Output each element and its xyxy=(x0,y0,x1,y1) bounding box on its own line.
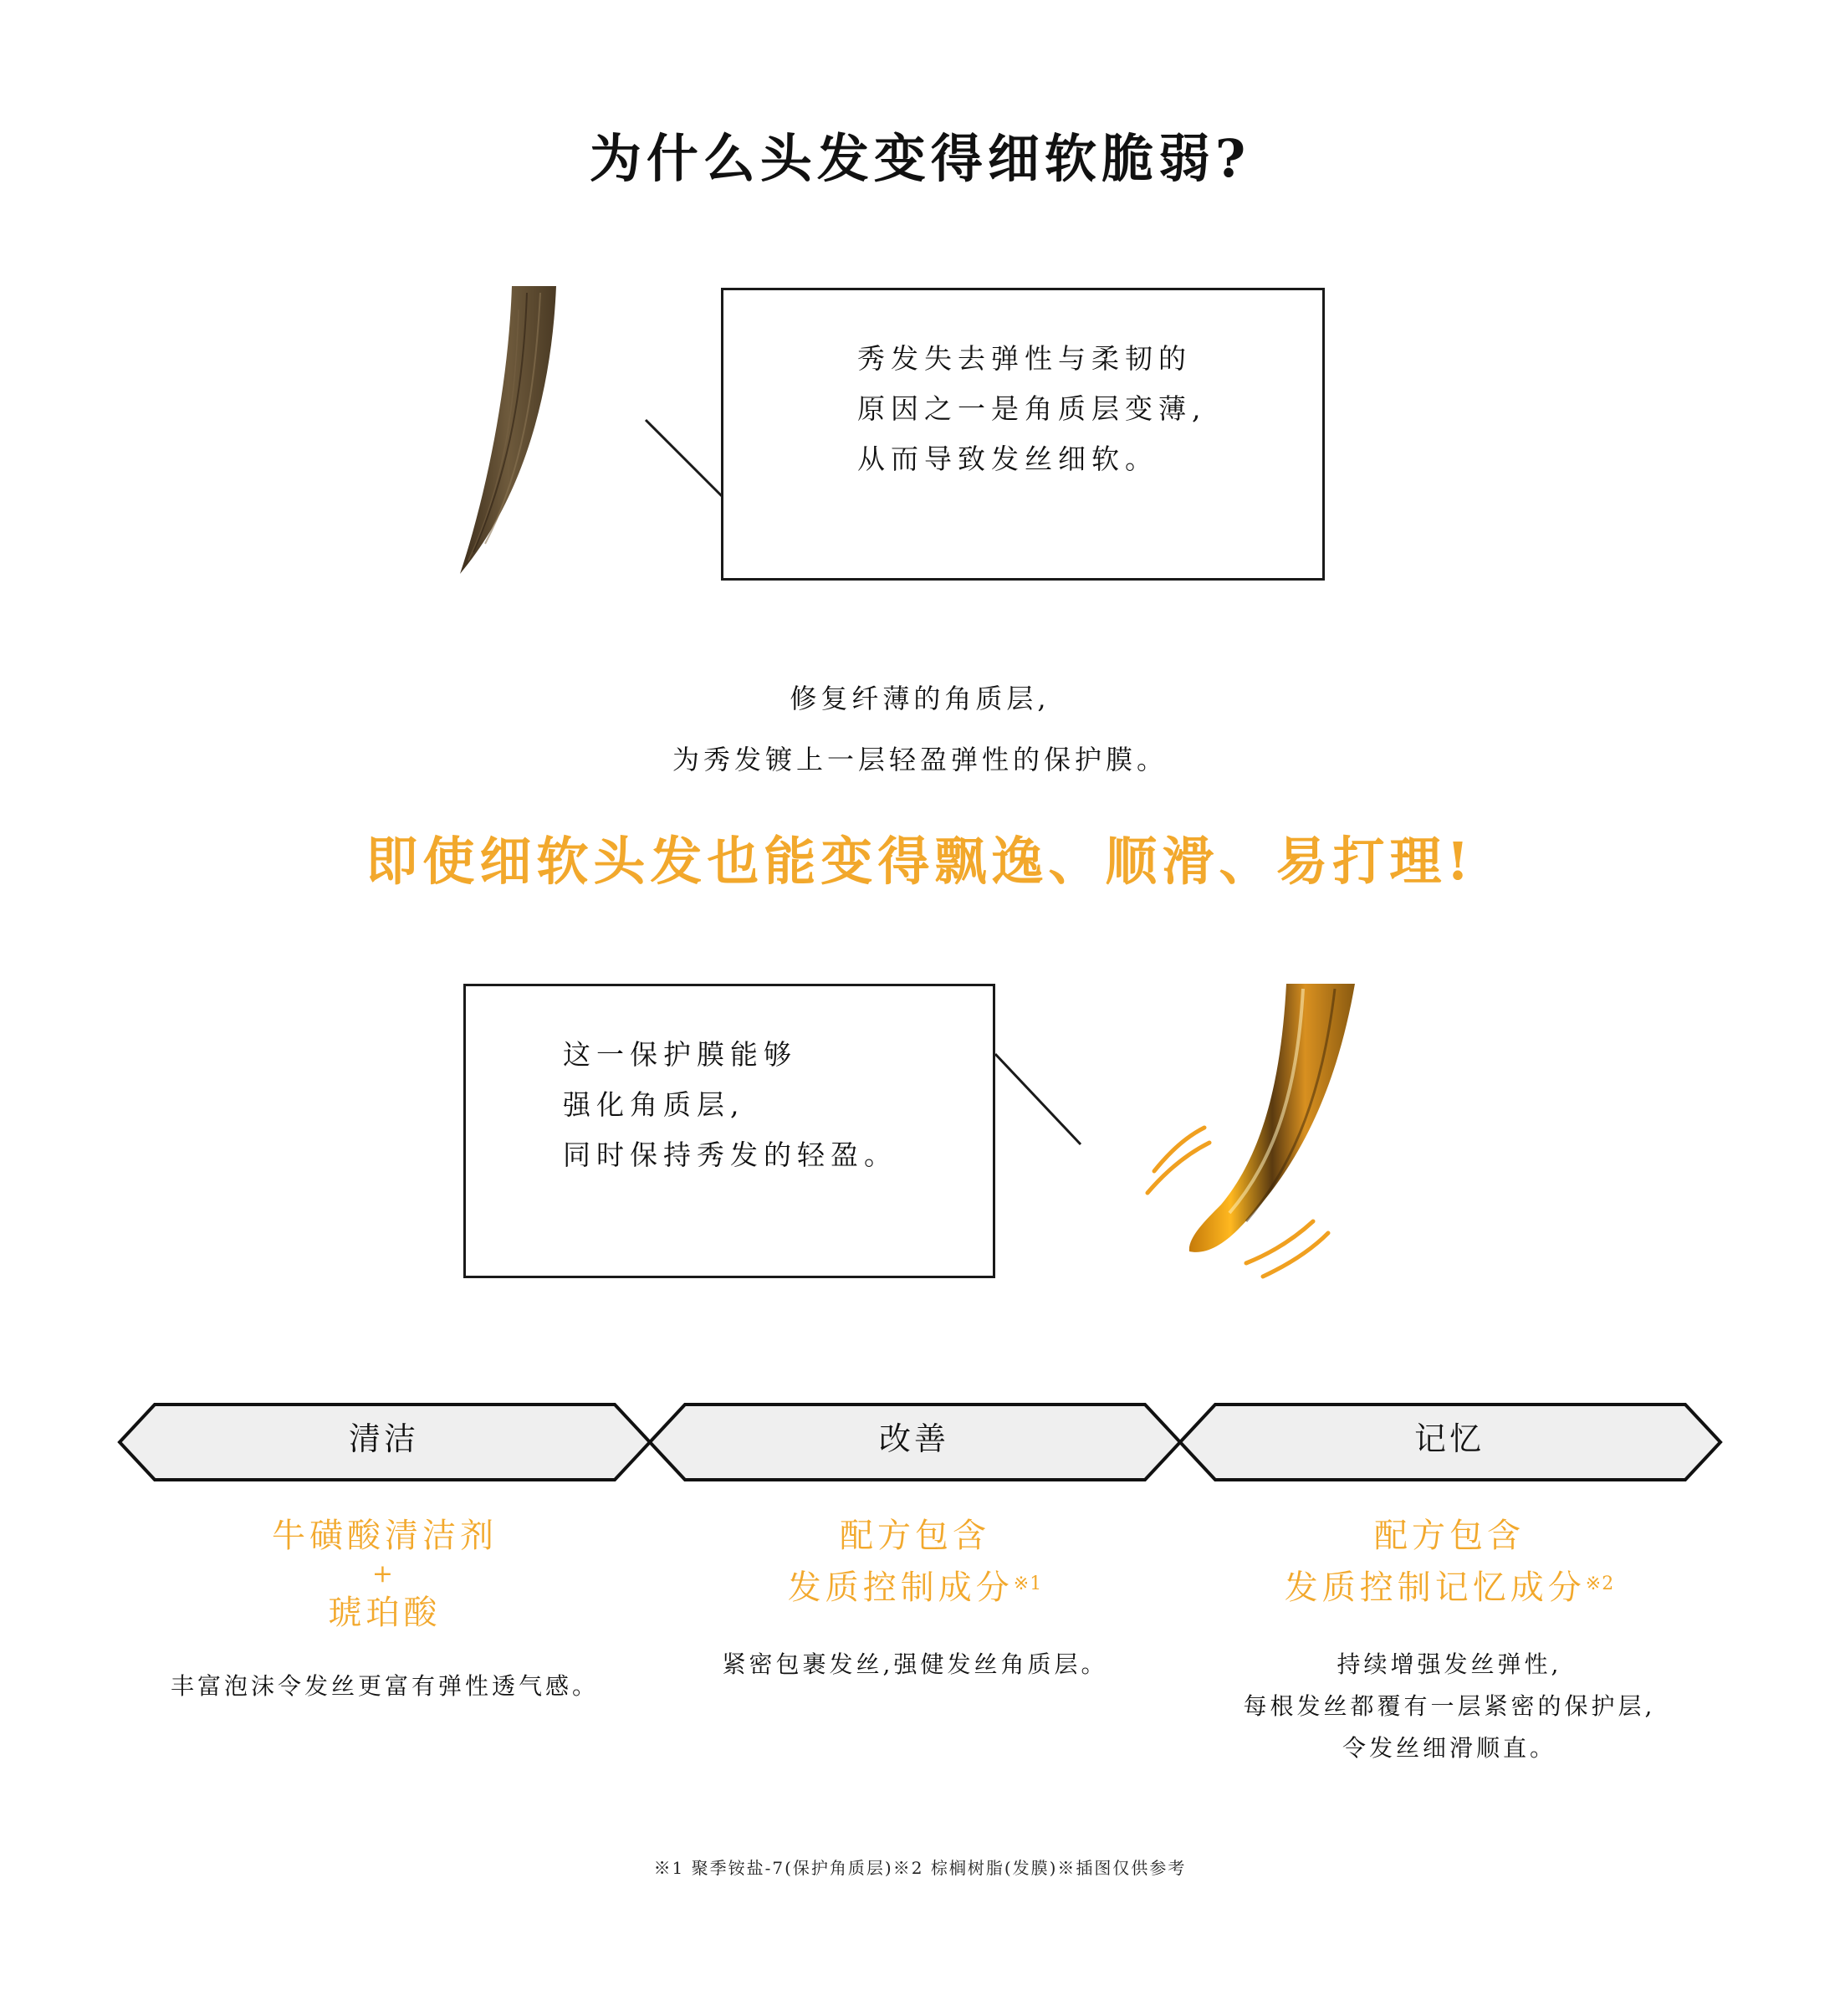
step-description: 持续增强发丝弹性, xyxy=(1337,1650,1562,1678)
speech-bubble-2 xyxy=(463,984,995,1278)
step-label-memory: 记忆 xyxy=(1413,1420,1485,1457)
speech-bubble-1 xyxy=(721,288,1325,581)
step-description: 丰富泡沫令发丝更富有弹性透气感。 xyxy=(170,1672,599,1700)
footnote-marker: ※2 xyxy=(1585,1573,1615,1594)
benefit-headline: 即使细软头发也能变得飘逸、顺滑、易打理! xyxy=(365,831,1475,892)
step-column-memory xyxy=(1194,1510,1705,1769)
bubble-pointer xyxy=(644,418,728,502)
middle-text-line: 为秀发镀上一层轻盈弹性的保护膜。 xyxy=(672,744,1168,775)
thin-hair-strand-illustration xyxy=(435,284,569,586)
step-headline-text: 发质控制成分 xyxy=(787,1568,1014,1607)
step-headline-line: 配方包含 xyxy=(840,1517,990,1555)
bubble-1-line: 原因之一是角质层变薄, xyxy=(857,392,1207,425)
bubble-2-line: 这一保护膜能够 xyxy=(563,1038,797,1071)
step-headline-text: 发质控制记忆成分 xyxy=(1284,1568,1586,1607)
step-description: 令发丝细滑顺直。 xyxy=(1342,1734,1556,1762)
step-headline-line: 配方包含 xyxy=(1374,1517,1525,1555)
step-label-improve: 改善 xyxy=(878,1420,949,1457)
step-headline-line xyxy=(664,1562,1166,1614)
step-headline-line: 琥珀酸 xyxy=(328,1594,442,1632)
bubble-1-line: 从而导致发丝细软。 xyxy=(857,443,1158,475)
step-description: 紧密包裹发丝,强健发丝角质层。 xyxy=(722,1650,1108,1678)
step-headline-line xyxy=(1194,1562,1705,1614)
coated-hair-strand-illustration xyxy=(1137,979,1372,1280)
bubble-1-line: 秀发失去弹性与柔韧的 xyxy=(857,342,1192,375)
step-column-cleanse xyxy=(134,1510,636,1707)
step-headline-line: 牛磺酸清洁剂 xyxy=(272,1517,498,1555)
step-column-improve xyxy=(664,1510,1166,1686)
footnote-marker: ※1 xyxy=(1013,1573,1043,1594)
plus-sign: + xyxy=(371,1559,398,1589)
page-title: 为什么头发变得细软脆弱? xyxy=(589,128,1251,189)
footnote: ※1 聚季铵盐-7(保护角质层)※2 棕榈树脂(发膜)※插图仅供参考 xyxy=(653,1858,1187,1878)
bubble-2-line: 同时保持秀发的轻盈。 xyxy=(563,1138,897,1171)
step-label-cleanse: 清洁 xyxy=(348,1420,419,1457)
bubble-2-line: 强化角质层, xyxy=(563,1088,745,1121)
bubble-pointer xyxy=(994,1052,1082,1146)
step-description: 每根发丝都覆有一层紧密的保护层, xyxy=(1243,1692,1656,1720)
middle-text-line: 修复纤薄的角质层, xyxy=(790,683,1050,714)
